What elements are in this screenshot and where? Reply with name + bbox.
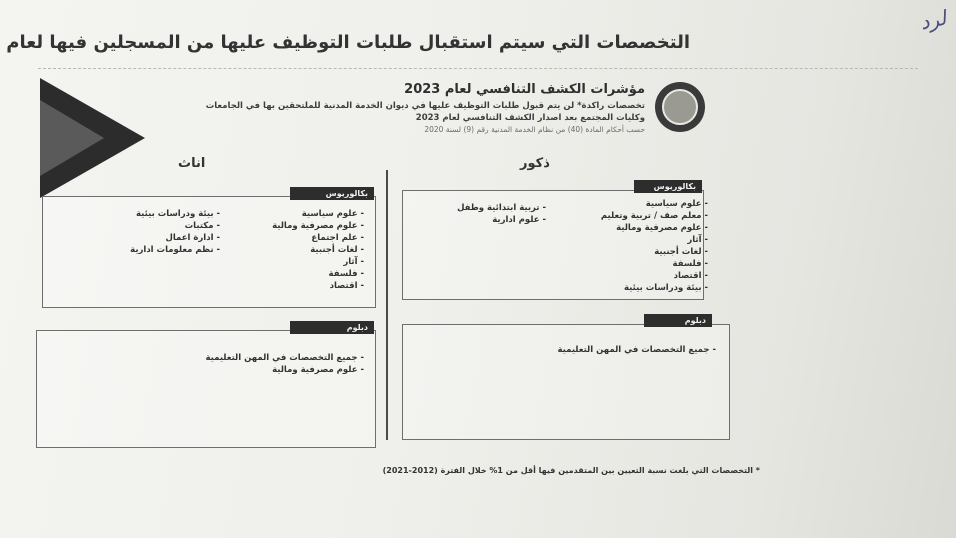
list-item: - فلسفة	[328, 269, 364, 279]
females-diploma-tag: دبلوم	[290, 321, 374, 334]
page-title: التخصصات التي سيتم استقبال طلبات التوظيف عليها من المسجلين فيها لعام	[6, 32, 690, 53]
list-item: - بيئة ودراسات بيئية	[136, 209, 220, 219]
footnote: * التخصصات التي بلغت نسبة التعيين بين المتقدمين فيها أقل من 1% خلال الفترة (2012-2021)	[382, 466, 760, 475]
list-item: - فلسفة	[672, 259, 708, 269]
males-heading: ذكور	[520, 156, 550, 171]
list-item: - بيئة ودراسات بيئية	[624, 283, 708, 293]
list-item: - ادارة اعمال	[165, 233, 220, 243]
list-item: - آثار	[343, 257, 364, 267]
list-item: - اقتصاد	[673, 271, 708, 281]
males-bachelor-tag: بكالوريوس	[634, 180, 702, 193]
list-item: - معلم صف / تربية وتعليم	[600, 211, 708, 221]
column-divider	[386, 170, 388, 440]
indicators-block	[150, 82, 645, 136]
list-item: - علوم مصرفية ومالية	[272, 221, 364, 231]
list-item: - تربية ابتدائية وطفل	[457, 203, 546, 213]
list-item: - جميع التخصصات في المهن التعليمية	[205, 353, 364, 363]
list-item: - علوم مصرفية ومالية	[616, 223, 708, 233]
list-item: - جميع التخصصات في المهن التعليمية	[557, 345, 716, 355]
list-item: - علوم ادارية	[492, 215, 546, 225]
indicators-line-3: حسب أحكام المادة (40) من نظام الخدمة المدنية رقم (9) لسنة 2020	[424, 125, 645, 134]
males-diploma-tag: دبلوم	[644, 314, 712, 327]
males-bachelor-list-2	[457, 202, 546, 226]
civil-service-logo	[655, 82, 705, 132]
males-bachelor-list-1	[601, 198, 708, 294]
females-diploma-list	[206, 352, 364, 376]
arrow-graphic-inner	[40, 100, 104, 176]
males-diploma-box	[402, 324, 730, 440]
list-item: - لغات أجنبية	[654, 247, 708, 257]
females-bachelor-list-2	[130, 208, 220, 256]
females-bachelor-tag: بكالوريوس	[290, 187, 374, 200]
list-item: - اقتصاد	[329, 281, 364, 291]
indicators-line-1: تخصصات راكدة* لن يتم قبول طلبات التوظيف عليها في ديوان الخدمة المدنية للملتحقين بها في الجامعات	[205, 101, 645, 111]
list-item: - علوم مصرفية ومالية	[272, 365, 364, 375]
females-diploma-box	[36, 330, 376, 448]
indicators-line-2: وكليات المجتمع بعد اصدار الكشف التنافسي لعام 2023	[415, 113, 645, 123]
list-item: - مكتبات	[184, 221, 220, 231]
indicators-title: مؤشرات الكشف التنافسي لعام 2023	[404, 82, 645, 97]
list-item: - علم اجتماع	[311, 233, 364, 243]
list-item: - علوم سياسية	[301, 209, 364, 219]
handwritten-note: لرد	[917, 5, 949, 35]
list-item: - علوم سياسية	[645, 199, 708, 209]
list-item: - لغات أجنبية	[310, 245, 364, 255]
title-divider	[38, 68, 918, 69]
females-bachelor-list-1	[272, 208, 364, 292]
females-heading: اناث	[178, 156, 206, 171]
list-item: - آثار	[687, 235, 708, 245]
males-diploma-list	[558, 344, 716, 356]
list-item: - نظم معلومات ادارية	[130, 245, 220, 255]
logo-emblem	[662, 89, 698, 125]
